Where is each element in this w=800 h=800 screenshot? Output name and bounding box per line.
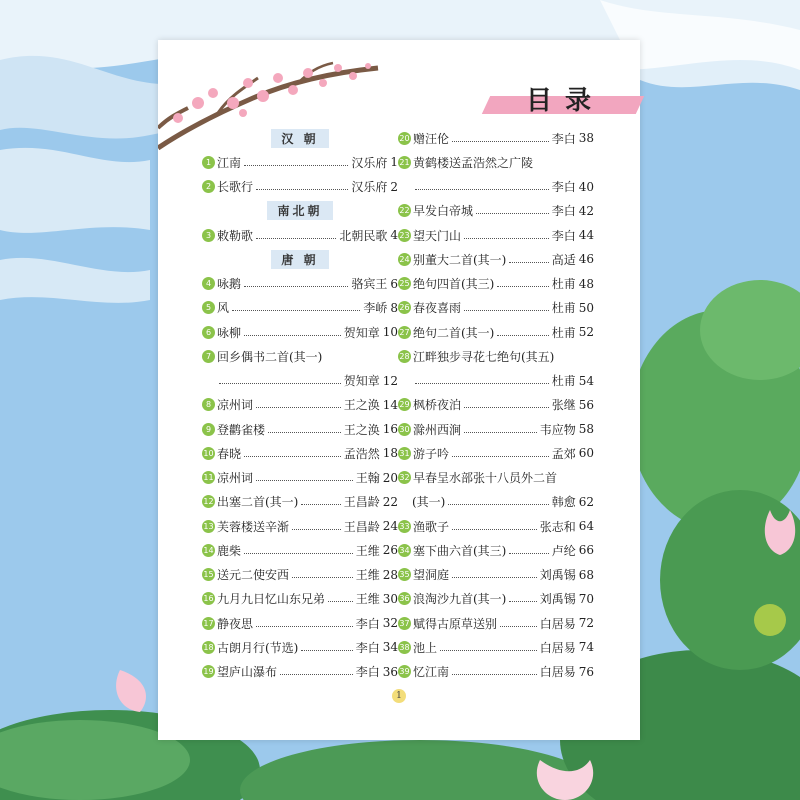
dot-leader	[440, 650, 537, 651]
poem-author: 杜甫	[551, 374, 576, 389]
dot-leader	[301, 650, 352, 651]
poem-author: 骆宾王	[351, 277, 388, 292]
dot-leader	[452, 674, 537, 675]
dot-leader	[244, 553, 353, 554]
toc-left-column	[202, 126, 398, 684]
poem-title: 别董大二首(其一)	[413, 252, 507, 267]
entry-number-badge: 38	[399, 642, 410, 652]
poem-title: 望庐山瀑布	[217, 665, 278, 680]
page-ref: 22	[382, 494, 398, 509]
poem-title: 早发白帝城	[413, 204, 474, 219]
dot-leader	[464, 407, 549, 408]
entry-number-badge: 10	[203, 448, 214, 458]
poem-author: 王昌龄	[343, 519, 380, 534]
toc-entry	[202, 660, 398, 684]
page-title: 目 录	[526, 86, 594, 116]
toc-entry-continuation	[202, 369, 398, 393]
toc-entry	[398, 514, 594, 538]
page-ref: 66	[578, 543, 594, 558]
poem-author: 孟郊	[551, 446, 576, 461]
poem-author: 王维	[355, 568, 380, 583]
entry-number-badge: 33	[399, 521, 410, 531]
poem-title: 江畔独步寻花七绝句(其五)	[413, 349, 555, 364]
entry-number-badge: 18	[203, 642, 214, 652]
dot-leader	[268, 432, 341, 433]
poem-author: 孟浩然	[343, 446, 380, 461]
page-ref: 16	[382, 422, 398, 437]
page-ref: 62	[578, 494, 594, 509]
poem-title: 凉州词	[217, 471, 254, 486]
entry-number-badge: 9	[202, 423, 215, 436]
poem-title: 赠汪伦	[413, 131, 450, 146]
dot-leader	[476, 213, 549, 214]
entry-number-badge: 28	[399, 351, 410, 361]
poem-title: 塞下曲六首(其三)	[413, 543, 507, 558]
page-ref: 60	[578, 446, 594, 461]
dot-leader	[452, 577, 537, 578]
poem-author: 白居易	[539, 616, 576, 631]
poem-author: 王翰	[355, 471, 380, 486]
page-ref: 48	[578, 276, 594, 291]
poem-title: 古朗月行(节选)	[217, 640, 299, 655]
poem-author: 刘禹锡	[539, 592, 576, 607]
page-ref: 12	[382, 373, 398, 388]
page-ref: 50	[578, 300, 594, 315]
page-ref: 52	[578, 325, 594, 340]
poem-title: 敕勒歌	[217, 228, 254, 243]
poem-title: 枫桥夜泊	[413, 398, 462, 413]
dot-leader	[415, 189, 549, 190]
dot-leader	[464, 310, 549, 311]
dot-leader	[244, 286, 348, 287]
page-number: 1	[392, 689, 406, 703]
toc-entry	[202, 393, 398, 417]
poem-title: 浪淘沙九首(其一)	[413, 592, 507, 607]
entry-number-badge: 31	[399, 448, 410, 458]
toc-entry	[398, 660, 594, 684]
toc-entry	[398, 635, 594, 659]
toc-entry	[202, 587, 398, 611]
toc-entry	[202, 514, 398, 538]
poem-title: 登鹳雀楼	[217, 422, 266, 437]
toc-entry	[202, 490, 398, 514]
poem-title: 春晓	[217, 446, 242, 461]
page-ref: 56	[578, 397, 594, 412]
toc-entry	[398, 247, 594, 271]
toc-entry	[398, 344, 594, 368]
entry-number-badge: 7	[202, 350, 215, 363]
entry-number-badge: 12	[203, 497, 214, 507]
dot-leader	[464, 432, 537, 433]
poem-author: 李白	[551, 131, 576, 146]
toc-entry	[398, 538, 594, 562]
poem-title: 咏鹅	[217, 277, 242, 292]
page-ref: 64	[578, 519, 594, 534]
page-ref: 2	[390, 179, 398, 194]
dot-leader	[256, 238, 336, 239]
entry-number-badge: 22	[399, 206, 410, 216]
page-ref: 26	[382, 543, 398, 558]
poem-title: 鹿柴	[217, 543, 242, 558]
dot-leader	[292, 577, 353, 578]
poem-author: 白居易	[539, 640, 576, 655]
page-ref: 68	[578, 567, 594, 582]
dot-leader	[292, 529, 341, 530]
toc-entry-continuation	[398, 490, 594, 514]
poem-title-continuation: (其一)	[412, 495, 446, 510]
poem-title: 长歌行	[217, 180, 254, 195]
dot-leader	[219, 383, 341, 384]
poem-author: 刘禹锡	[539, 568, 576, 583]
toc-entry	[202, 635, 398, 659]
poem-author: 韦应物	[539, 422, 576, 437]
poem-author: 韩愈	[551, 495, 576, 510]
toc-entry	[202, 441, 398, 465]
poem-author: 王之涣	[343, 398, 380, 413]
poem-author: 李白	[551, 228, 576, 243]
entry-number-badge: 32	[399, 473, 410, 483]
entry-number-badge: 16	[203, 594, 214, 604]
entry-number-badge: 17	[203, 618, 214, 628]
poem-title: 风	[217, 301, 230, 316]
dynasty-heading	[202, 199, 398, 223]
poem-author: 李白	[355, 616, 380, 631]
poem-author: 张继	[551, 398, 576, 413]
dot-leader	[232, 310, 360, 311]
dot-leader	[509, 553, 548, 554]
toc-entry	[398, 587, 594, 611]
dot-leader	[452, 529, 537, 530]
entry-number-badge: 36	[399, 594, 410, 604]
poem-author: 李白	[551, 180, 576, 195]
entry-number-badge: 29	[399, 400, 410, 410]
poem-author: 李白	[355, 640, 380, 655]
entry-number-badge: 19	[203, 667, 214, 677]
toc-entry	[398, 296, 594, 320]
toc-entry	[398, 150, 594, 174]
entry-number-badge: 21	[399, 157, 410, 167]
poem-author: 白居易	[539, 665, 576, 680]
poem-author: 张志和	[539, 519, 576, 534]
entry-number-badge: 6	[202, 326, 215, 339]
entry-number-badge: 24	[399, 254, 410, 264]
dot-leader	[256, 407, 341, 408]
poem-author: 贺知章	[343, 374, 380, 389]
toc-entry	[398, 417, 594, 441]
toc-entry	[398, 611, 594, 635]
page-ref: 46	[578, 252, 594, 267]
toc-entry-continuation	[398, 175, 594, 199]
poem-title: 渔歌子	[413, 519, 450, 534]
dot-leader	[256, 189, 348, 190]
toc-entry	[398, 223, 594, 247]
dot-leader	[415, 383, 549, 384]
dot-leader	[448, 504, 548, 505]
dot-leader	[256, 480, 353, 481]
page-ref: 24	[382, 519, 398, 534]
page-ref: 4	[390, 228, 398, 243]
dot-leader	[497, 335, 548, 336]
entry-number-badge: 11	[203, 473, 214, 483]
page-ref: 1	[390, 155, 398, 170]
poem-author: 李峤	[363, 301, 388, 316]
poem-title: 赋得古原草送别	[413, 616, 498, 631]
toc-entry	[398, 393, 594, 417]
dynasty-heading	[202, 126, 398, 150]
page-ref: 40	[578, 179, 594, 194]
dot-leader	[500, 626, 537, 627]
page-ref: 42	[578, 203, 594, 218]
page-ref: 58	[578, 422, 594, 437]
entry-number-badge: 3	[202, 229, 215, 242]
page-ref: 14	[382, 397, 398, 412]
dot-leader	[328, 601, 353, 602]
toc-entry	[398, 466, 594, 490]
page-ref: 36	[382, 664, 398, 679]
toc-entry	[202, 344, 398, 368]
toc-entry	[202, 611, 398, 635]
poem-title: 望天门山	[413, 228, 462, 243]
toc-entry	[398, 563, 594, 587]
toc-entry-continuation	[398, 369, 594, 393]
dot-leader	[256, 626, 353, 627]
poem-title: 咏柳	[217, 325, 242, 340]
poem-title: 春夜喜雨	[413, 301, 462, 316]
page-ref: 34	[382, 640, 398, 655]
dot-leader	[509, 601, 536, 602]
dynasty-label: 汉 朝	[271, 129, 328, 148]
page-ref: 32	[382, 616, 398, 631]
entry-number-badge: 30	[399, 424, 410, 434]
entry-number-badge: 1	[202, 156, 215, 169]
toc-entry	[202, 563, 398, 587]
page-ref: 20	[382, 470, 398, 485]
page-ref: 6	[390, 276, 398, 291]
entry-number-badge: 20	[399, 133, 410, 143]
poem-title: 绝句四首(其三)	[413, 277, 495, 292]
entry-number-badge: 15	[203, 570, 214, 580]
toc-entry	[202, 175, 398, 199]
page-ref: 30	[382, 591, 398, 606]
entry-number-badge: 25	[399, 279, 410, 289]
page-ref: 38	[578, 131, 594, 146]
toc-entry	[202, 296, 398, 320]
entry-number-badge: 2	[202, 180, 215, 193]
poem-title: 黄鹤楼送孟浩然之广陵	[413, 155, 534, 170]
poem-author: 王昌龄	[343, 495, 380, 510]
poem-title: 凉州词	[217, 398, 254, 413]
poem-author: 卢纶	[551, 543, 576, 558]
dynasty-heading	[202, 247, 398, 271]
poem-author: 汉乐府	[351, 180, 388, 195]
dot-leader	[301, 504, 340, 505]
poem-author: 高适	[551, 252, 576, 267]
entry-number-badge: 5	[202, 301, 215, 314]
poem-author: 北朝民歌	[339, 228, 388, 243]
dot-leader	[464, 238, 549, 239]
poem-title: 早春呈水部张十八员外二首	[413, 471, 558, 486]
entry-number-badge: 39	[399, 667, 410, 677]
entry-number-badge: 27	[399, 327, 410, 337]
entry-number-badge: 8	[202, 398, 215, 411]
poem-author: 汉乐府	[351, 155, 388, 170]
entry-number-badge: 35	[399, 570, 410, 580]
dot-leader	[244, 456, 341, 457]
poem-title: 江南	[217, 155, 242, 170]
page-ref: 70	[578, 591, 594, 606]
poem-author: 王之涣	[343, 422, 380, 437]
toc-right-column	[398, 126, 594, 684]
toc-entry	[398, 199, 594, 223]
poem-title: 池上	[413, 640, 438, 655]
page-ref: 44	[578, 228, 594, 243]
poem-author: 王维	[355, 543, 380, 558]
poem-title: 游子吟	[413, 446, 450, 461]
toc-entry	[202, 466, 398, 490]
poem-author: 杜甫	[551, 301, 576, 316]
poem-author: 王维	[355, 592, 380, 607]
toc-entry	[202, 223, 398, 247]
toc-entry	[202, 150, 398, 174]
page-ref: 8	[390, 300, 398, 315]
entry-number-badge: 13	[203, 521, 214, 531]
page-ref: 10	[382, 325, 398, 340]
table-of-contents-page	[158, 40, 640, 740]
dot-leader	[280, 674, 353, 675]
dot-leader	[452, 141, 549, 142]
poem-title: 静夜思	[217, 616, 254, 631]
poem-title: 滁州西涧	[413, 422, 462, 437]
dot-leader	[509, 262, 548, 263]
entry-number-badge: 23	[399, 230, 410, 240]
poem-title: 绝句二首(其一)	[413, 325, 495, 340]
page-ref: 72	[578, 616, 594, 631]
poem-author: 贺知章	[343, 325, 380, 340]
poem-title: 忆江南	[413, 665, 450, 680]
poem-author: 李白	[355, 665, 380, 680]
toc-entry	[202, 320, 398, 344]
page-ref: 54	[578, 373, 594, 388]
entry-number-badge: 26	[399, 303, 410, 313]
entry-number-badge: 34	[399, 545, 410, 555]
toc-entry	[398, 441, 594, 465]
poem-author: 李白	[551, 204, 576, 219]
dot-leader	[244, 335, 341, 336]
entry-number-badge: 4	[202, 277, 215, 290]
page-ref: 76	[578, 664, 594, 679]
poem-author: 杜甫	[551, 325, 576, 340]
poem-title: 望洞庭	[413, 568, 450, 583]
poem-title: 送元二使安西	[217, 568, 290, 583]
toc-entry	[202, 417, 398, 441]
entry-number-badge: 37	[399, 618, 410, 628]
dynasty-label: 南北朝	[267, 201, 332, 220]
entry-number-badge: 14	[203, 545, 214, 555]
toc-entry	[202, 272, 398, 296]
poem-title: 出塞二首(其一)	[217, 495, 299, 510]
page-ref: 28	[382, 567, 398, 582]
page-ref: 18	[382, 446, 398, 461]
dot-leader	[452, 456, 549, 457]
dot-leader	[244, 165, 348, 166]
page-ref: 74	[578, 640, 594, 655]
toc-entry	[398, 126, 594, 150]
poem-author: 杜甫	[551, 277, 576, 292]
poem-title: 九月九日忆山东兄弟	[217, 592, 326, 607]
toc-entry	[202, 538, 398, 562]
poem-title: 回乡偶书二首(其一)	[217, 349, 323, 364]
poem-title: 芙蓉楼送辛渐	[217, 519, 290, 534]
toc-entry	[398, 320, 594, 344]
toc-entry	[398, 272, 594, 296]
dot-leader	[497, 286, 548, 287]
dynasty-label: 唐 朝	[271, 250, 328, 269]
